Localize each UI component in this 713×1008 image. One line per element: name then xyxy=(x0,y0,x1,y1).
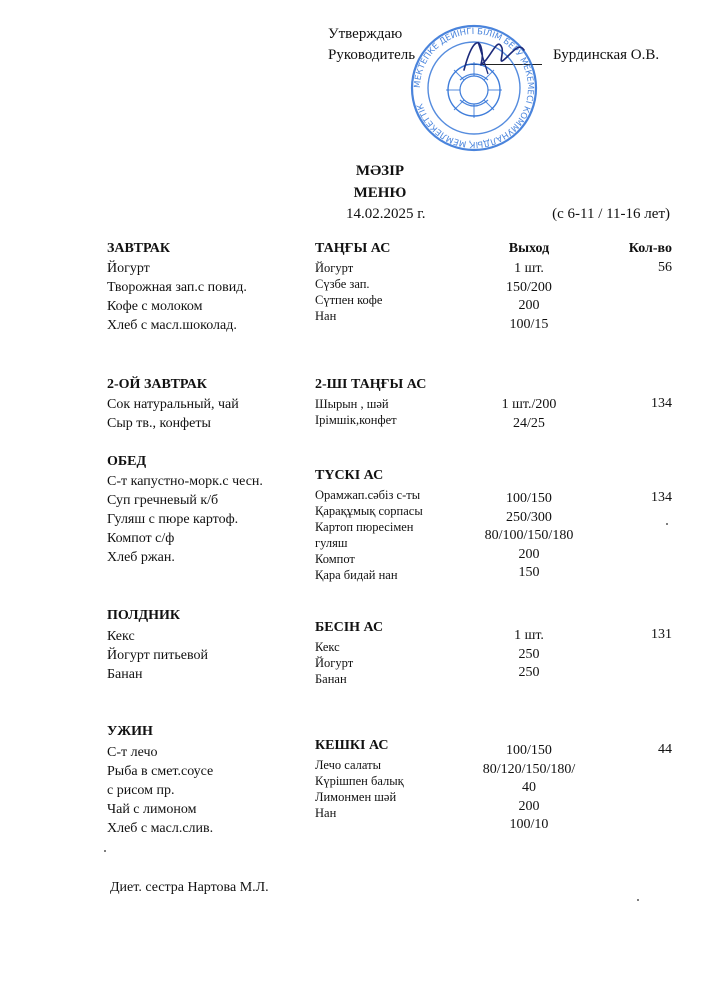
meal-qty: 134 xyxy=(651,396,672,411)
list-item: Нан xyxy=(315,309,337,323)
list-item: Компот с/ф xyxy=(107,531,175,546)
list-item: Кекс xyxy=(315,640,340,654)
meal-qty: 131 xyxy=(651,627,672,642)
list-item: Лимонмен шәй xyxy=(315,790,397,804)
age-range: (с 6-11 / 11-16 лет) xyxy=(552,206,670,222)
list-item: Сок натуральный, чай xyxy=(107,397,239,412)
output-header: Выход xyxy=(508,241,550,256)
list-item: Рыба в смет.соусе xyxy=(107,764,214,779)
stamp-text: МЕКТЕПКЕ ДЕЙІНГІ БІЛІМ БЕРУ МЕКЕМЕСІ КОММУНАЛДЫҚ МЕМЛЕКЕТТІК xyxy=(412,26,536,150)
output-value: 1 шт. xyxy=(514,261,544,276)
list-item: Картоп пюресімен xyxy=(315,520,414,534)
meal-name-ru: 2-ОЙ ЗАВТРАК xyxy=(107,377,207,392)
meal-name-ru: ПОЛДНИК xyxy=(107,608,181,623)
meal-items-kz xyxy=(315,639,485,687)
meal-items-ru xyxy=(107,395,307,433)
meal-items-kz xyxy=(315,396,485,428)
list-item: Хлеб с масл.шоколад. xyxy=(107,318,237,333)
approval-label: Утверждаю xyxy=(328,26,403,42)
meal-name-ru: УЖИН xyxy=(107,724,153,739)
meal-items-ru xyxy=(107,627,307,684)
meal-outputs xyxy=(470,490,588,583)
list-item: Чай с лимоном xyxy=(107,802,197,817)
list-item: Қарақұмық сорпасы xyxy=(315,504,423,518)
meal-items-kz xyxy=(315,757,485,821)
list-item: Лечо салаты xyxy=(315,758,381,772)
output-value: 100/150 xyxy=(506,491,552,506)
output-value: 100/10 xyxy=(509,817,549,832)
meal-qty: 134 xyxy=(651,490,672,505)
list-item: Сыр тв., конфеты xyxy=(107,416,211,431)
signature-icon xyxy=(458,30,528,80)
list-item: Сүзбе зап. xyxy=(315,277,370,291)
list-item: Хлеб ржан. xyxy=(107,550,175,565)
output-value: 1 шт. xyxy=(514,628,544,643)
output-value: 200 xyxy=(518,798,540,814)
list-item: Творожная зап.с повид. xyxy=(107,280,247,295)
meal-name-kz: КЕШКІ АС xyxy=(315,738,389,753)
meal-qty: 44 xyxy=(658,742,672,757)
meal-name-kz: 2-ШІ ТАҢҒЫ АС xyxy=(315,377,427,392)
meal-items-kz xyxy=(315,487,485,583)
title-ru: МЕНЮ xyxy=(353,185,407,201)
menu-date: 14.02.2025 г. xyxy=(346,206,426,222)
list-item: Сүтпен кофе xyxy=(315,293,383,307)
head-label: Руководитель xyxy=(328,47,416,63)
output-value: 80/120/150/180/ xyxy=(482,761,576,777)
scan-dot xyxy=(637,899,639,901)
list-item: Кофе с молоком xyxy=(107,299,203,314)
output-value: 40 xyxy=(522,780,536,795)
meal-outputs xyxy=(470,396,588,433)
output-value: 250 xyxy=(518,665,540,680)
output-value: 250 xyxy=(518,646,540,662)
list-item: С-т капустно-морк.с чесн. xyxy=(107,474,263,489)
meal-name-ru: ЗАВТРАК xyxy=(107,241,171,256)
meal-name-kz: ТАҢҒЫ АС xyxy=(315,241,391,256)
output-value: 24/25 xyxy=(513,415,545,431)
list-item: Йогурт питьевой xyxy=(107,648,208,663)
list-item: Суп гречневый к/б xyxy=(107,493,219,508)
list-item: С-т лечо xyxy=(107,745,158,760)
output-value: 150/200 xyxy=(506,279,552,295)
scan-dot xyxy=(104,850,106,852)
list-item: гуляш xyxy=(315,536,348,550)
meal-items-ru xyxy=(107,472,307,567)
list-item: Компот xyxy=(315,552,355,566)
list-item: Хлеб с масл.слив. xyxy=(107,821,214,836)
list-item: Шырын , шәй xyxy=(315,397,389,411)
list-item: Йогурт xyxy=(107,261,150,276)
output-value: 1 шт./200 xyxy=(501,397,557,412)
list-item: с рисом пр. xyxy=(107,783,175,798)
output-value: 100/15 xyxy=(509,316,549,332)
output-value: 250/300 xyxy=(506,509,552,525)
output-value: 150 xyxy=(518,565,540,580)
dietitian-signature: Диет. сестра Нартова М.Л. xyxy=(110,880,269,895)
title-kz: МӘЗІР xyxy=(355,163,405,179)
list-item: Күрішпен балық xyxy=(315,774,404,788)
meal-qty: 56 xyxy=(658,260,672,275)
meal-outputs xyxy=(470,260,588,334)
list-item: Йогурт xyxy=(315,261,354,275)
scan-dot xyxy=(666,523,668,525)
qty-header: Кол-во xyxy=(628,241,672,256)
list-item: Банан xyxy=(315,672,347,686)
meal-name-ru: ОБЕД xyxy=(107,454,147,469)
list-item: Банан xyxy=(107,667,143,682)
list-item: Орамжап.сәбіз с-ты xyxy=(315,488,421,502)
output-value: 80/100/150/180 xyxy=(484,528,574,543)
list-item: Гуляш с пюре картоф. xyxy=(107,512,239,527)
meal-name-kz: ТҮСКІ АС xyxy=(315,468,384,483)
meal-outputs xyxy=(470,627,588,683)
list-item: Ірімшік,конфет xyxy=(315,413,397,427)
list-item: Йогурт xyxy=(315,656,354,670)
meal-outputs xyxy=(470,742,588,835)
output-value: 200 xyxy=(518,546,540,562)
list-item: Қара бидай нан xyxy=(315,568,398,582)
meal-items-ru xyxy=(107,743,307,838)
output-value: 100/150 xyxy=(506,743,552,758)
meal-items-kz xyxy=(315,260,485,324)
output-value: 200 xyxy=(518,298,540,313)
meal-items-ru xyxy=(107,259,307,335)
list-item: Нан xyxy=(315,806,337,820)
head-name: Бурдинская О.В. xyxy=(553,47,660,63)
list-item: Кекс xyxy=(107,629,135,644)
meal-name-kz: БЕСІН АС xyxy=(315,620,384,635)
